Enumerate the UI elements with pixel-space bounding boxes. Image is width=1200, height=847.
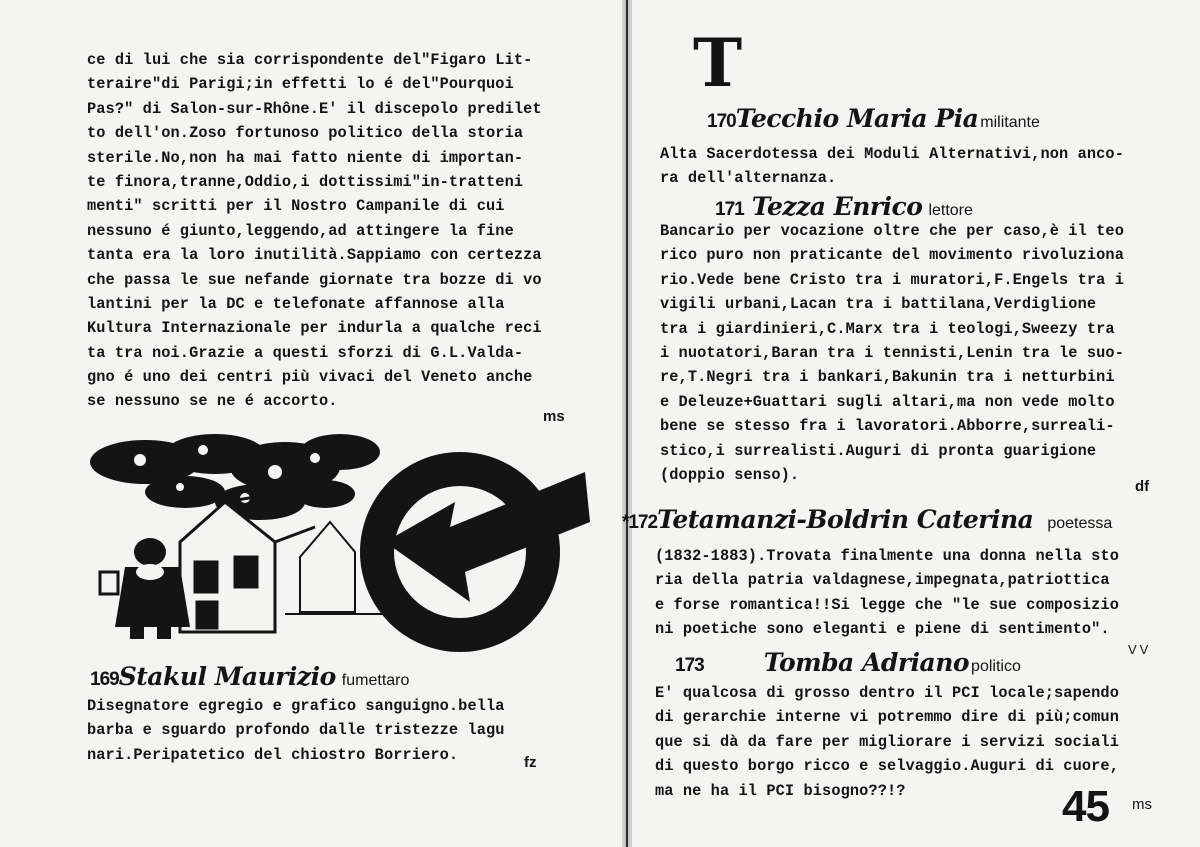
page-fold-line [626,0,628,847]
drop-cap-letter: T [693,24,743,102]
entry-170-number: 170 [707,111,736,132]
entry-172-line: e forse romantica!!Si legge che "le sue composizio [655,595,1119,614]
entry-171-line: tra i giardinieri,C.Marx tra i teologi,Sweezy tra [660,319,1115,338]
continuation-line: ce di lui che sia corrispondente del"Figaro Lit- [87,51,533,69]
entry-171-line: (doppio senso). [660,465,800,484]
entry-171-number: 171 [715,199,744,220]
entry-169-role: fumettaro [341,672,410,689]
arrow-circle-icon [360,452,590,652]
continuation-line: se nessuno se ne é accorto. [87,392,338,411]
entry-171-line: i nuotatori,Baran tra i tennisti,Lenin tra le suo- [660,343,1124,362]
entry-169-text [87,694,505,767]
entry-170-role: militante [980,114,1040,131]
entry-169-line: barba e sguardo profondo dalle tristezze lagu [87,721,505,740]
entry-171-line: bene se stesso fra i lavoratori.Abborre,surreali- [660,417,1115,436]
continuation-line: teraire"di Parigi;in effetti lo é del"Pourquoi [87,75,514,94]
continuation-line: nessuno é giunto,leggendo,ad attingere la fine [87,221,514,240]
continuation-line: ta tra noi.Grazie a questi sforzi di G.L.Valda- [87,343,524,362]
continuation-line: te finora,tranne,Oddio,i dottissimi"in-tratteni [87,172,524,191]
entry-171-line: stico,i surrealisti.Auguri di pronta guarigione [660,441,1097,460]
entry-171-header [715,192,973,221]
continuation-line: gno é uno dei centri più vivaci del Veneto anche [87,368,533,387]
entry-169-number: 169 [90,669,119,690]
entry-170-line: Alta Sacerdotessa dei Moduli Alternativi,non anco- [660,145,1124,163]
entry-172-name: Tetamanzi-Boldrin Caterina [657,505,1034,534]
entry-173-line: di gerarchie interne vi potremmo dire di più;comun [655,708,1119,727]
entry-170-header [707,104,1040,133]
entry-172-line: (1832-1883).Trovata finalmente una donna nella sto [655,547,1119,565]
entry-173-line: que si dà da fare per migliorare i servizi sociali [655,732,1119,751]
continuation-line: Kultura Internazionale per indurla a qualche reci [87,319,542,338]
entry-172-line: ria della patria valdagnese,impegnata,patriottica [655,571,1110,590]
entry-172-header [622,505,1112,534]
continuation-line: menti" scritti per il Nostro Campanile di cui [87,197,505,216]
entry-172-text [655,544,1119,642]
continuation-line: lantini per la DC e telefonate affannose alla [87,294,505,313]
entry-172-role: poetessa [1047,515,1113,532]
continuation-line: che passa le sue nefande giornate tra bozze di vo [87,270,542,289]
entry-173-line: ma ne ha il PCI bisogno??!? [655,781,906,800]
entry-170-name: Tecchio Maria Pia [735,104,979,133]
entry-169-line: Disegnatore egregio e grafico sanguigno.bella [87,697,505,715]
entry-171-line: e Deleuze+Guattari sugli altari,ma non vede molto [660,392,1115,411]
page-signature: ms [1132,796,1152,813]
entry-171-line: rio.Vede bene Cristo tra i muratori,F.Engels tra i [660,270,1124,289]
entry-171-line: vigili urbani,Lacan tra i battilana,Verdiglione [660,295,1097,314]
collage-illustration [85,432,590,652]
entry-169-line: nari.Peripatetico del chiostro Borriero. [87,745,459,764]
entry-169-signature: fz [524,754,537,771]
entry-171-name: Tezza Enrico [751,192,923,221]
entry-171-role: lettore [928,202,973,219]
entry-173-line: di questo borgo ricco e selvaggio.Auguri di cuore, [655,757,1119,776]
entry-172-number: *172 [622,512,658,533]
entry-173-line: E' qualcosa di grosso dentro il PCI locale;sapendo [655,684,1119,702]
entry-169-header [90,662,409,691]
entry-171-line: re,T.Negri tra i bankari,Bakunin tra i netturbini [660,368,1115,387]
continuation-line: to dell'on.Zoso fortunoso politico della storia [87,124,524,143]
entry-173-header [675,648,1021,677]
continuation-line: sterile.No,non ha mai fatto niente di importan- [87,148,524,167]
entry-171-signature: df [1135,478,1150,495]
entry-172-line: ni poetiche sono eleganti e piene di sentimento". [655,620,1110,639]
continuation-line: Pas?" di Salon-sur-Rhône.E' il discepolo predilet [87,99,542,118]
entry-169-name: Stakul Maurizio [118,662,336,691]
foliage-cluster [90,434,380,520]
continuation-line: tanta era la loro inutilità.Sappiamo con certezza [87,246,542,265]
entry-170-line: ra dell'alternanza. [660,169,837,188]
entry-171-line: rico puro non praticante del movimento rivoluziona [660,246,1124,265]
entry-173-role: politico [971,658,1021,675]
entry-173-number: 173 [675,655,704,676]
page-number: 45 [1062,782,1109,831]
entry-171-line: Bancario per vocazione oltre che per caso,è il teo [660,222,1124,240]
santa-figure [100,538,190,639]
entry-170-text [660,142,1124,191]
entry-171-text [660,219,1124,487]
entry-173-name: Tomba Adriano [763,648,970,677]
continuation-signature: ms [543,408,565,425]
continuation-text-block [87,48,542,414]
entry-173-text [655,681,1119,803]
entry-172-signature: VV [1128,642,1152,657]
